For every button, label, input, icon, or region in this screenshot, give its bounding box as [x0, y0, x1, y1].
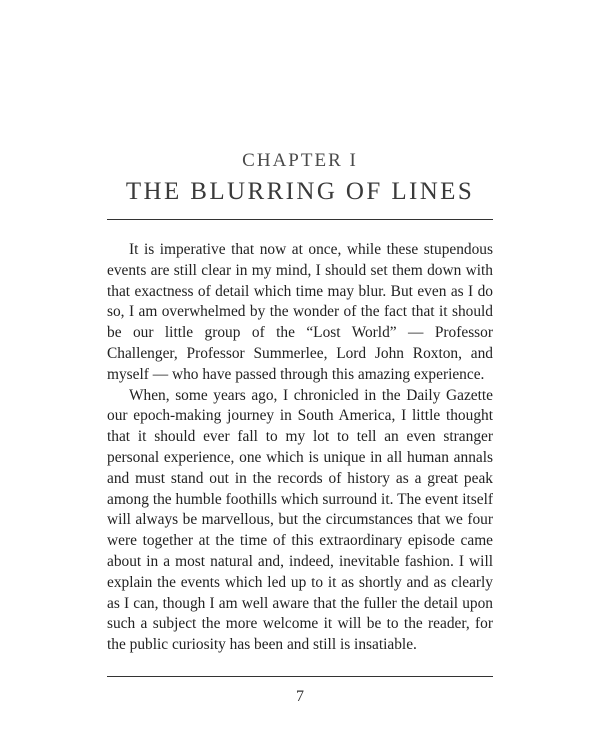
top-divider: [107, 219, 493, 220]
page-number: 7: [296, 688, 304, 705]
chapter-title: THE BLURRING OF LINES: [125, 178, 475, 205]
chapter-body: [107, 240, 493, 656]
paragraph-1: It is imperative that now at once, while these stupendous events are still clear in my mind, I should set them down with that exactness of detail which time may blur. But even as I do so, I am overwhelmed by the wonder of the fact that it should be our little group of the “Lost World” — Professor Challenger, Professor Summerlee, Lord John Roxton, and myself — who have passed through this amazing experience.: [107, 241, 493, 383]
paragraph-2: When, some years ago, I chronicled in the Daily Gazette our epoch-making journey in South America, I little thought that it should ever fall to my lot to tell an even stranger personal experience, one which is unique in all human annals and must stand out in the records of history as a great peak among the humble foothills which surround it. The event itself will always be marvellous, but the circumstances that we four were together at the time of this extraordinary episode came about in a most natural and, indeed, inevitable fashion. I will explain the events which led up to it as shortly and as clearly as I can, though I am well aware that the fuller the detail upon such a subject the more welcome it will be to the reader, for the public curiosity has been and still is insatiable.: [107, 386, 493, 654]
chapter-label: CHAPTER I: [242, 150, 358, 171]
bottom-divider: [107, 676, 493, 677]
